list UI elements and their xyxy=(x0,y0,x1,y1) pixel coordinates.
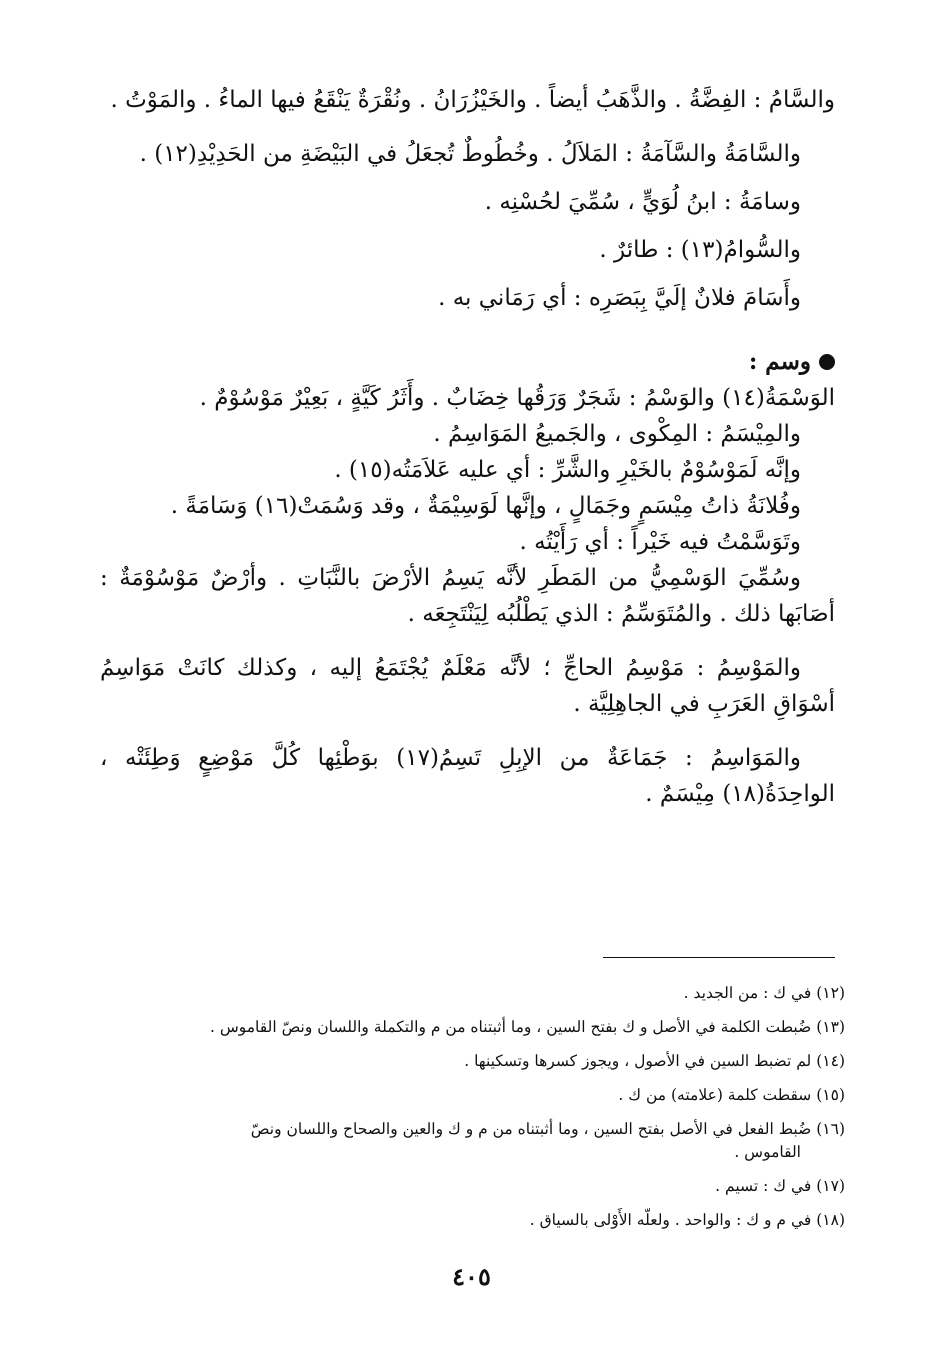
footnote-number: (١٥) xyxy=(816,1086,845,1104)
paragraph-mawsum: وإنَّه لَمَوْسُوْمٌ بالخَيْرِ والشَّرِّ : أي عليه عَلاَمَتُه(١٥) . xyxy=(334,457,801,483)
paragraph-mawasim: والمَوَاسِمُ : جَمَاعَةٌ من الإبِلِ تَسِمُ(١٧) بوَطْئِها كُلَّ مَوْضِعٍ وَطِئَتْه ، الواحِدَةُ(١٨) مِيْسَمٌ . xyxy=(100,745,835,807)
bullet-icon xyxy=(819,354,835,370)
paragraph-sam: والسَّامُ : الفِضَّةُ . والذَّهَبُ أيضاً . والخَيْزُرَانُ . ونُقْرَةٌ يَنْقَعُ فيها الماءُ . والمَوْتُ . xyxy=(110,87,835,113)
section-heading-text: وسم : xyxy=(748,348,811,375)
footnote-text: لم تضبط السين في الأصول ، ويجوز كسرها وتسكينها . xyxy=(464,1052,812,1070)
footnote-13 xyxy=(100,1016,845,1039)
footnote-18 xyxy=(100,1209,845,1232)
footnote-text: ضُبط الفعل في الأصل بفتح السين ، وما أثبتناه من م و ك والعين والصحاح واللسان ونصّ xyxy=(250,1120,812,1138)
paragraph-wasmah: الوَسْمَةُ(١٤) والوَسْمُ : شَجَرٌ وَرَقُها خِضَابٌ . وأَثَرُ كَيَّةٍ ، بَعِيْرٌ مَوْسُوْمٌ . xyxy=(199,385,835,411)
footnote-17 xyxy=(100,1175,845,1198)
paragraph-fulanah: وفُلانَةُ ذاتُ مِيْسَمٍ وجَمَالٍ ، وإنَّها لَوَسِيْمَةٌ ، وقد وَسُمَتْ(١٦) وَسَامَةً . xyxy=(170,493,801,519)
footnote-number: (١٨) xyxy=(816,1211,845,1229)
footnote-number: (١٤) xyxy=(816,1052,845,1070)
footnote-divider xyxy=(603,957,835,958)
footnote-text: في ك : من الجديد . xyxy=(683,984,812,1002)
paragraph-samah: والسَّامَةُ والسَّآمَةُ : المَلاَلُ . وخُطُوطٌ تُجعَلُ في البَيْضَةِ من الحَدِيْدِ(١٢) . xyxy=(139,141,801,167)
footnote-continuation: القاموس . xyxy=(734,1143,801,1161)
footnote-number: (١٧) xyxy=(816,1177,845,1195)
footnote-16 xyxy=(100,1118,845,1164)
footnote-number: (١٦) xyxy=(816,1120,845,1138)
footnote-text: في ك : تسيم . xyxy=(715,1177,812,1195)
page-number: ٤٠٥ xyxy=(452,1262,491,1291)
main-text xyxy=(100,82,835,812)
footnote-15 xyxy=(100,1084,845,1107)
paragraph-mawsim: والمَوْسِمُ : مَوْسِمُ الحاجِّ ؛ لأنَّه مَعْلَمٌ يُجْتَمَعُ إليه ، وكذلك كانَتْ مَوَاسِمُ أسْوَاقِ العَرَبِ في الجاهِلِيَّة . xyxy=(100,655,835,717)
footnote-12 xyxy=(100,982,845,1005)
paragraph-samah-name: وسامَةُ : ابنُ لُوَيٍّ ، سُمِّيَ لحُسْنِه . xyxy=(484,189,801,215)
paragraph-asama: وأَسَامَ فلانٌ إلَيَّ بِبَصَرِه : أي رَمَاني به . xyxy=(438,285,801,311)
footnote-text: في م و ك : والواحد . ولعلّه الأَوْلى بالسياق . xyxy=(529,1211,812,1229)
footnote-number: (١٢) xyxy=(816,984,845,1002)
paragraph-maysam: والمِيْسَمُ : المِكْوى ، والجَميعُ المَوَاسِمُ . xyxy=(433,421,801,447)
footnote-number: (١٣) xyxy=(816,1018,845,1036)
footnote-text: سقطت كلمة (علامته) من ك . xyxy=(618,1086,812,1104)
paragraph-suwam: والسُّوامُ(١٣) : طائرٌ . xyxy=(599,237,801,263)
footnote-14 xyxy=(100,1050,845,1073)
paragraph-wasmi: وسُمِّيَ الوَسْمِيُّ من المَطَرِ لأنَّه يَسِمُ الأرْضَ بالنَّبَاتِ . وأرْضٌ مَوْسُوْمَةٌ : أصَابَها ذلك . والمُتَوَسِّمُ : الذي يَطْلُبُه لِيَنْتَجِعَه . xyxy=(100,565,835,627)
footnotes xyxy=(100,982,845,1243)
section-heading xyxy=(100,344,835,380)
paragraph-tawassamtu: وتَوَسَّمْتُ فيه خَيْراً : أي رَأَيْتُه . xyxy=(519,529,801,555)
footnote-text: ضُبطت الكلمة في الأصل و ك بفتح السين ، وما أثبتناه من م والتكملة واللسان ونصّ القاموس . xyxy=(209,1018,812,1036)
